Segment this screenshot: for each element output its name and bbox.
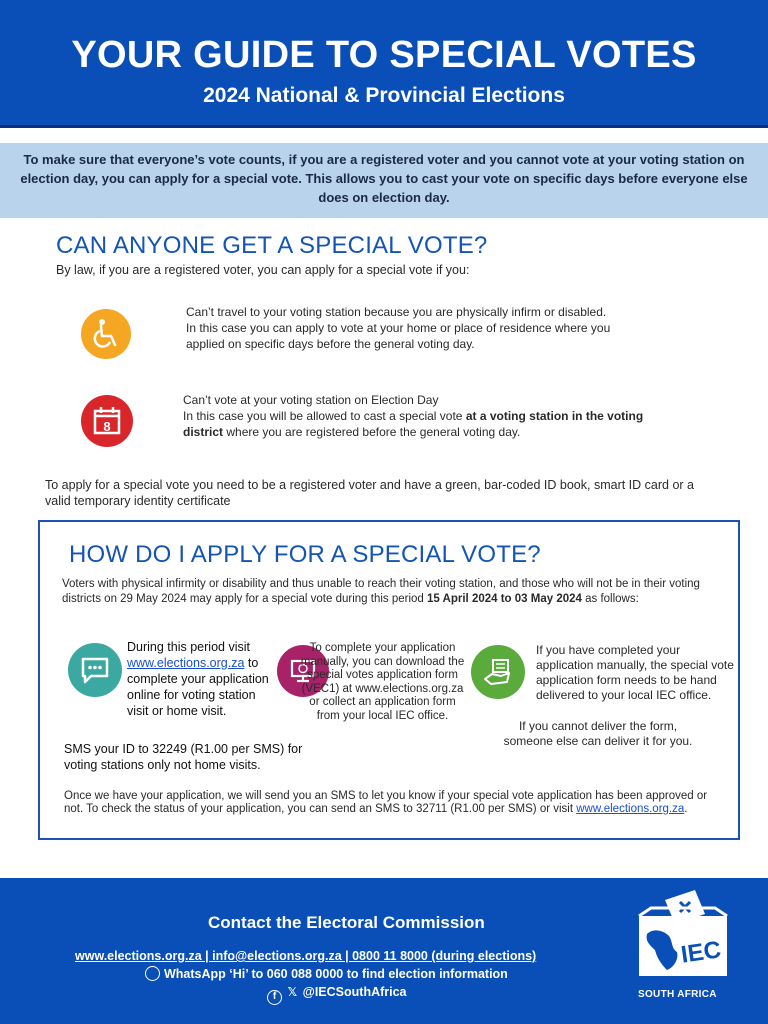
away-line2-bold: at a voting station in the voting district: [183, 409, 644, 439]
elections-website-link[interactable]: www.elections.org.za: [127, 656, 245, 670]
eligibility-item-away: [183, 392, 663, 440]
section-title-eligibility: CAN ANYONE GET A SPECIAL VOTE?: [56, 232, 488, 259]
closing-sentence: Once we have your application, we will send you an SMS to let you know if your special vote application has been approved or not. To check the status of your application, you can send an SMS to 32711 (R1.00 per SMS) or visit: [64, 790, 708, 815]
logo-text: IEC: [679, 936, 723, 969]
social-handle[interactable]: @IECSouthAfrica: [302, 985, 407, 999]
logo-caption: SOUTH AFRICA: [638, 989, 717, 1000]
online-text-end: to complete your application online for voting station visit or home visit.: [127, 656, 269, 718]
header-banner: [0, 0, 768, 128]
footer-social: [267, 985, 407, 1005]
lead-end: as follows:: [581, 593, 639, 605]
calendar-number: 8: [103, 419, 111, 434]
infirm-line2: In this case you can apply to vote at your home or place of residence where you applied on specific days before the general voting day.: [186, 321, 611, 351]
footer-title: Contact the Electoral Commission: [208, 913, 485, 932]
online-application-text: [127, 639, 277, 719]
chat-icon: [68, 643, 122, 697]
page-subtitle: 2024 National & Provincial Elections: [203, 84, 565, 107]
hand-delivery-text: If you have completed your application manually, the special vote application form needs to be hand delivered to your local IEC office.: [536, 643, 734, 702]
away-line2-end: where you are registered before the general voting day.: [223, 425, 521, 439]
closing-period: .: [684, 803, 688, 815]
online-text-start: During this period visit: [127, 640, 250, 654]
away-line2-start: In this case you will be allowed to cast a special vote: [183, 409, 466, 423]
lead-start: Voters with physical infirmity or disability and thus unable to reach their voting station, and those who will not be in their voting districts on 29 May 2024 may apply for a special vote during this period: [62, 578, 700, 605]
form-hand-icon: [471, 645, 525, 699]
eligibility-item-infirm: [186, 304, 626, 352]
delegate-delivery-text: If you cannot deliver the form, someone else can deliver it for you.: [503, 719, 693, 748]
closing-text: [64, 790, 724, 816]
application-period: 15 April 2024 to 03 May 2024: [427, 593, 582, 605]
x-twitter-icon[interactable]: 𝕏: [287, 985, 298, 999]
sms-id-text: SMS your ID to 32249 (R1.00 per SMS) for voting stations only not home visits.: [64, 742, 303, 772]
whatsapp-icon: [145, 966, 160, 981]
footer-whatsapp: [145, 966, 508, 981]
section-title-how-to-apply: HOW DO I APPLY FOR A SPECIAL VOTE?: [69, 541, 541, 568]
infirm-line1: Can’t travel to your voting station because you are physically infirm or disabled.: [186, 305, 607, 319]
page-title: YOUR GUIDE TO SPECIAL VOTES: [71, 34, 697, 76]
away-line2: [183, 408, 663, 440]
whatsapp-text: WhatsApp ‘Hi’ to 060 088 0000 to find election information: [164, 967, 508, 981]
requirements-text: To apply for a special vote you need to be a registered voter and have a green, bar-coded ID book, smart ID card or a valid temporary identity certificate: [45, 478, 694, 508]
facebook-icon[interactable]: f: [267, 990, 282, 1005]
status-check-link[interactable]: www.elections.org.za: [576, 803, 685, 815]
wheelchair-icon: [81, 309, 131, 359]
away-line1: Can’t vote at your voting station on Election Day: [183, 393, 439, 407]
manual-download-text: To complete your application manually, you can download the special votes application form (VEC1) at www.elections.org.za or collect an application form from your local IEC office.: [300, 642, 465, 722]
eligibility-lead: By law, if you are a registered voter, you can apply for a special vote if you:: [56, 263, 470, 277]
footer-contacts[interactable]: www.elections.org.za | info@elections.org.za | 0800 11 8000 (during elections): [75, 949, 537, 963]
iec-logo: [633, 888, 733, 988]
calendar-icon: [81, 395, 133, 447]
intro-banner: To make sure that everyone’s vote counts, if you are a registered voter and you cannot vote at your voting station on election day, you can apply for a special vote. This allows you to cast your vote on specific days before everyone else does on election day.: [0, 143, 768, 218]
how-to-apply-lead: [62, 577, 716, 607]
